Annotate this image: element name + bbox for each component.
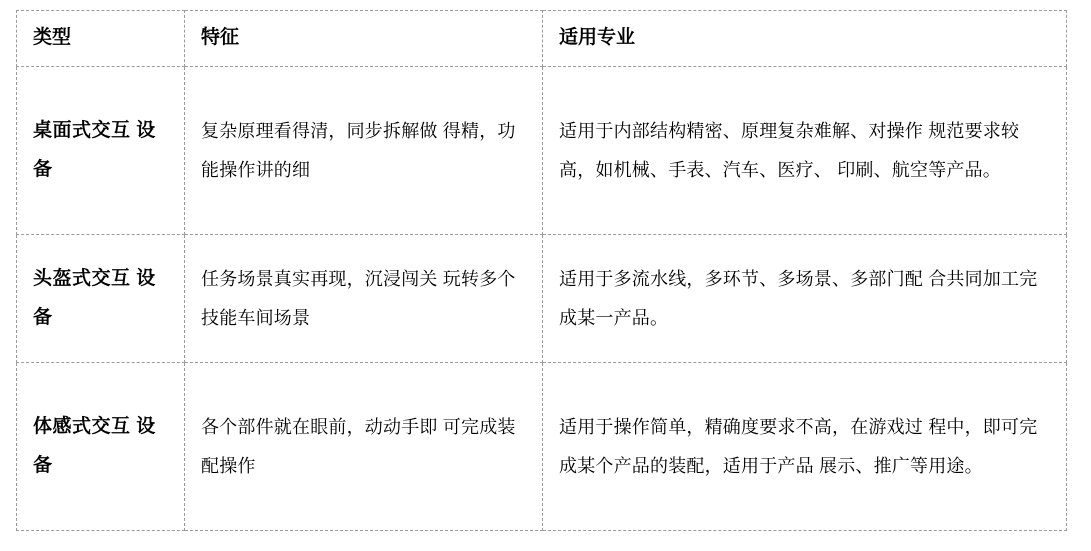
table-header	[17, 11, 1067, 67]
document-page	[0, 10, 1091, 551]
column-header-type: 类型	[17, 11, 185, 67]
table-body	[17, 67, 1067, 531]
table-row	[17, 67, 1067, 235]
column-header-apply: 适用专业	[543, 11, 1067, 67]
cell-apply: 适用于内部结构精密、原理复杂难解、对操作 规范要求较高，如机械、手表、汽车、医疗、 印刷、航空等产品。	[543, 67, 1067, 235]
cell-feature: 各个部件就在眼前，动动手即 可完成装配操作	[185, 363, 543, 531]
cell-type: 桌面式交互 设备	[17, 67, 185, 235]
cell-feature: 复杂原理看得清，同步拆解做 得精，功能操作讲的细	[185, 67, 543, 235]
column-header-feature: 特征	[185, 11, 543, 67]
table-header-row	[17, 11, 1067, 67]
cell-type: 头盔式交互 设备	[17, 235, 185, 363]
interaction-device-table	[16, 10, 1067, 531]
table-row	[17, 363, 1067, 531]
cell-feature: 任务场景真实再现，沉浸闯关 玩转多个技能车间场景	[185, 235, 543, 363]
cell-type: 体感式交互 设备	[17, 363, 185, 531]
cell-apply: 适用于操作简单，精确度要求不高，在游戏过 程中，即可完成某个产品的装配，适用于产品 展示、推广等用途。	[543, 363, 1067, 531]
cell-apply: 适用于多流水线，多环节、多场景、多部门配 合共同加工完成某一产品。	[543, 235, 1067, 363]
table-row	[17, 235, 1067, 363]
